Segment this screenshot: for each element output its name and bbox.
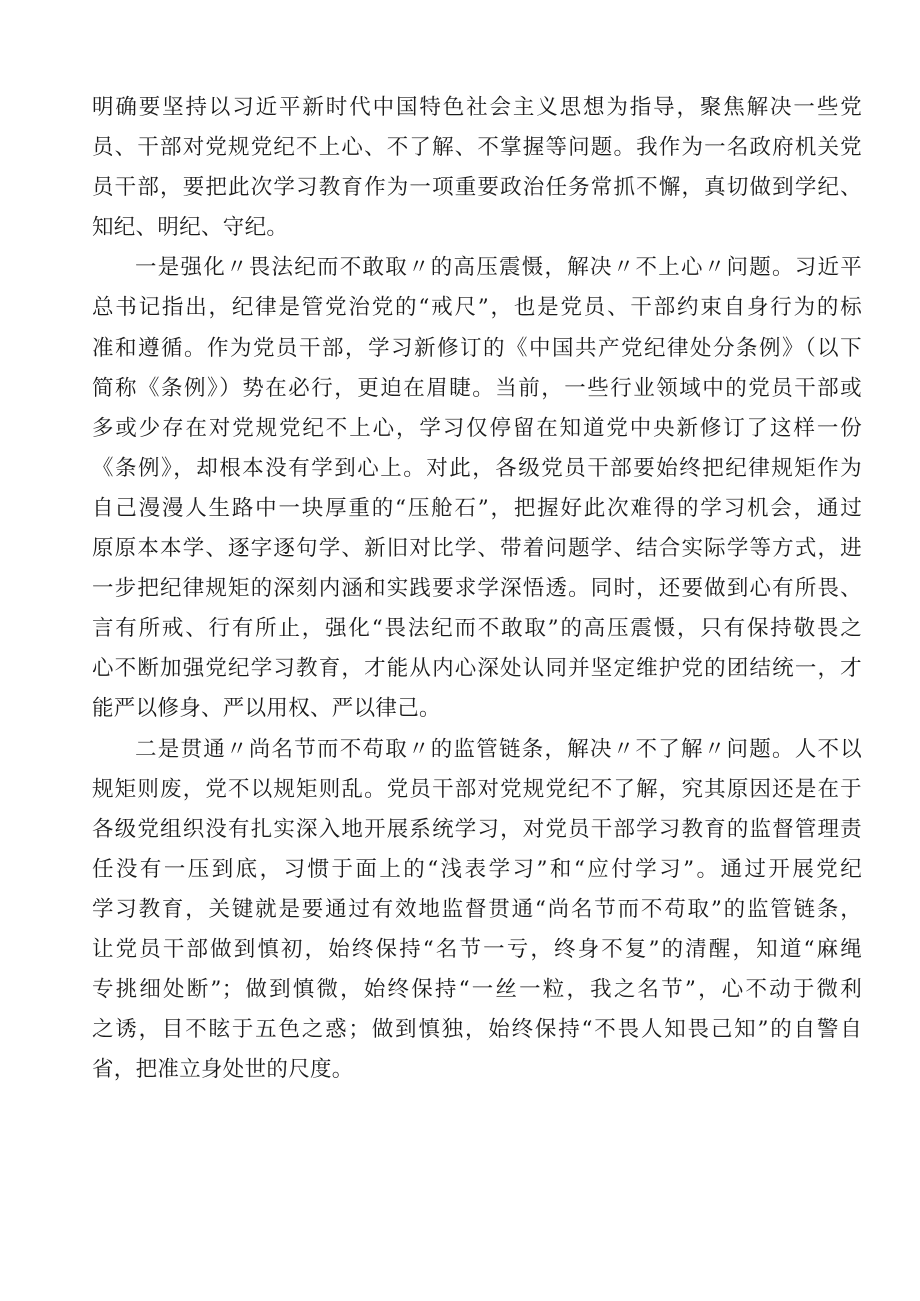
text-line: 学习教育，关键就是要通过有效地监督贯通“尚名节而不苟取”的监管链条， (92, 896, 862, 922)
text-line: 言有所戒、行有所止，强化“畏法纪而不敢取”的高压震慑，只有保持敬畏之 (92, 616, 862, 642)
text-line: 员干部，要把此次学习教育作为一项重要政治任务常抓不懈，真切做到学纪、 (92, 175, 862, 201)
text-line: 一是强化〃畏法纪而不敢取〃的高压震慑，解决〃不上心〃问题。习近平 (135, 255, 862, 281)
text-line: 一步把纪律规矩的深刻内涵和实践要求学深悟透。同时，还要做到心有所畏、 (92, 576, 862, 602)
text-line: 二是贯通〃尚名节而不苟取〃的监管链条，解决〃不了解〃问题。人不以 (135, 736, 862, 762)
text-line: 任没有一压到底，习惯于面上的“浅表学习”和“应付学习”。通过开展党纪 (92, 856, 862, 882)
text-line: 员、干部对党规党纪不上心、不了解、不掌握等问题。我作为一名政府机关党 (92, 135, 862, 161)
text-line: 总书记指出，纪律是管党治党的“戒尺”，也是党员、干部约束自身行为的标 (92, 295, 862, 321)
text-line: 让党员干部做到慎初，始终保持“名节一亏，终身不复”的清醒，知道“麻绳 (92, 936, 862, 962)
text-line: 能严以修身、严以用权、严以律己。 (92, 696, 441, 722)
text-line: 原原本本学、逐字逐句学、新旧对比学、带着问题学、结合实际学等方式，进 (92, 536, 862, 562)
text-line: 多或少存在对党规党纪不上心，学习仅停留在知道党中央新修订了这样一份 (92, 415, 862, 441)
document-body (92, 88, 862, 1090)
paragraph-point-two (92, 730, 862, 1091)
text-line: 明确要坚持以习近平新时代中国特色社会主义思想为指导，聚焦解决一些党 (92, 95, 862, 120)
text-line: 规矩则废，党不以规矩则乱。党员干部对党规党纪不了解，究其原因还是在于 (92, 776, 862, 802)
text-line: 心不断加强党纪学习教育，才能从内心深处认同并坚定维护党的团结统一，才 (92, 656, 862, 682)
paragraph-intro (92, 88, 862, 248)
paragraph-point-one (92, 248, 862, 729)
text-line: 简称《条例》）势在必行，更迫在眉睫。当前，一些行业领域中的党员干部或 (92, 375, 862, 401)
text-line: 各级党组织没有扎实深入地开展系统学习，对党员干部学习教育的监督管理责 (92, 816, 862, 842)
text-line: 知纪、明纪、守纪。 (92, 215, 289, 241)
text-line: 《条例》，却根本没有学到心上。对此，各级党员干部要始终把纪律规矩作为 (92, 455, 862, 481)
text-line: 专挑细处断”；做到慎微，始终保持“一丝一粒，我之名节”，心不动于微利 (92, 977, 862, 1003)
text-line: 省，把准立身处世的尺度。 (92, 1057, 354, 1083)
text-line: 之诱，目不眩于五色之惑；做到慎独，始终保持“不畏人知畏己知”的自警自 (92, 1017, 862, 1043)
text-line: 准和遵循。作为党员干部，学习新修订的《中国共产党纪律处分条例》（以下 (92, 335, 862, 361)
text-line: 自己漫漫人生路中一块厚重的“压舱石”，把握好此次难得的学习机会，通过 (92, 495, 862, 521)
